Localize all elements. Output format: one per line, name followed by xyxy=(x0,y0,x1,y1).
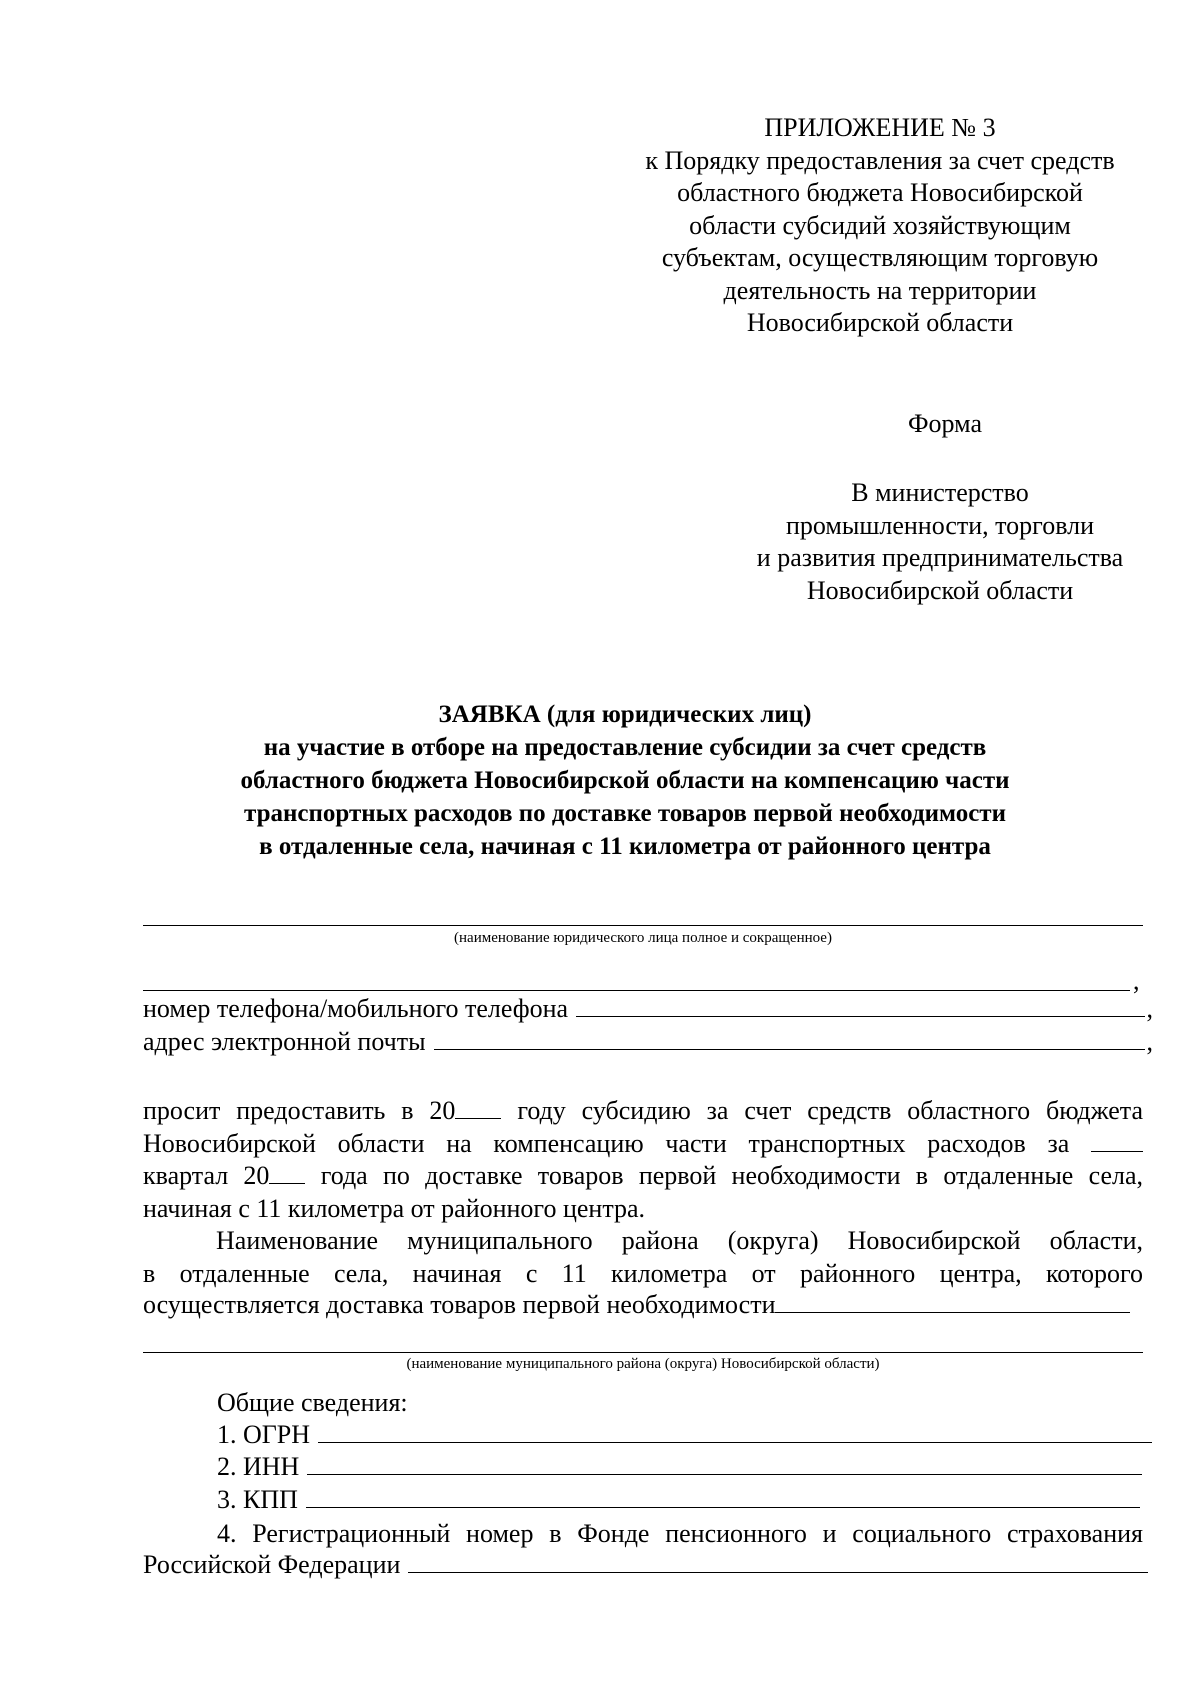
request-line-3 xyxy=(143,1160,1143,1193)
quarter-year-field[interactable] xyxy=(269,1163,305,1184)
municipality-row xyxy=(143,1290,1130,1320)
request-text: году субсидию за счет средств областного бюджета xyxy=(517,1096,1143,1125)
request-text: просит предоставить в 20 xyxy=(143,1096,456,1125)
email-row xyxy=(143,1027,1153,1057)
appendix-line: области субсидий хозяйствующим xyxy=(689,210,1071,240)
ogrn-label: 1. ОГРН xyxy=(217,1420,311,1449)
title-line: на участие в отборе на предоставление субсидии за счет средств xyxy=(263,734,987,761)
registration-paragraph xyxy=(143,1518,1143,1551)
request-line-4: начиная с 11 километра от районного центра. xyxy=(143,1193,646,1223)
registration-field[interactable] xyxy=(408,1550,1148,1573)
general-heading: Общие сведения: xyxy=(217,1388,408,1417)
comma: , xyxy=(1133,966,1140,995)
quarter-field[interactable] xyxy=(1091,1131,1143,1152)
appendix-line: деятельность на территории xyxy=(723,275,1037,305)
appendix-line: субъектам, осуществляющим торговую xyxy=(661,243,1099,272)
title-line: ЗАЯВКА (для юридических лиц) xyxy=(438,701,812,728)
municipality-caption: (наименование муниципального района (округа) Новосибирской области) xyxy=(406,1356,880,1372)
municipality-field-2[interactable] xyxy=(143,1352,1143,1353)
municipality-label: осуществляется доставка товаров первой необходимости xyxy=(143,1290,776,1319)
appendix-line: к Порядку предоставления за счет средств xyxy=(645,145,1115,175)
appendix-line: областного бюджета Новосибирской xyxy=(677,178,1083,207)
registration-line-1: 4. Регистрационный номер в Фонде пенсионного и социального страхования xyxy=(217,1519,1143,1548)
applicant-name-field[interactable] xyxy=(143,925,1143,926)
registration-label: Российской Федерации xyxy=(143,1550,401,1579)
year-field[interactable] xyxy=(455,1098,501,1119)
request-text: года по доставке товаров первой необходимости в отдаленные села, xyxy=(320,1161,1143,1190)
appendix-block xyxy=(600,112,1160,340)
ogrn-field[interactable] xyxy=(318,1420,1152,1443)
title-line: областного бюджета Новосибирской области на компенсацию части xyxy=(240,767,1010,794)
comma: , xyxy=(1146,994,1153,1023)
municipality-line-1: Наименование муниципального района (округа) Новосибирской области, xyxy=(216,1226,1143,1255)
municipality-field[interactable] xyxy=(775,1290,1130,1313)
phone-field[interactable] xyxy=(576,994,1144,1017)
document-title xyxy=(150,698,1100,863)
request-line-1 xyxy=(143,1095,1143,1128)
kpp-label: 3. КПП xyxy=(217,1485,298,1514)
title-line: в отдаленные села, начиная с 11 километра от районного центра xyxy=(259,833,991,860)
kpp-field[interactable] xyxy=(306,1485,1140,1508)
applicant-name-field-2[interactable] xyxy=(143,990,1130,991)
registration-row xyxy=(143,1550,1148,1580)
addressee-line: В министерство xyxy=(851,478,1029,507)
appendix-line: Новосибирской области xyxy=(746,308,1014,337)
comma: , xyxy=(1146,1027,1153,1056)
inn-row xyxy=(217,1452,1142,1482)
ogrn-row xyxy=(217,1420,1152,1450)
inn-field[interactable] xyxy=(307,1452,1142,1475)
request-text: квартал 20 xyxy=(143,1161,270,1190)
inn-label: 2. ИНН xyxy=(217,1452,300,1481)
request-text: Новосибирской области на компенсацию части транспортных расходов за xyxy=(143,1128,1070,1158)
form-label: Форма xyxy=(908,409,982,438)
appendix-heading: ПРИЛОЖЕНИЕ № 3 xyxy=(764,113,996,142)
addressee-line: промышленности, торговли xyxy=(785,510,1095,540)
email-field[interactable] xyxy=(434,1027,1145,1050)
phone-row xyxy=(143,994,1153,1024)
municipality-line-2: в отдаленные села, начиная с 11 километра от районного центра, которого xyxy=(143,1258,1143,1288)
request-paragraph xyxy=(143,1095,1143,1225)
applicant-name-caption: (наименование юридического лица полное и сокращенное) xyxy=(454,930,832,946)
kpp-row xyxy=(217,1485,1140,1515)
addressee-block xyxy=(700,477,1180,607)
request-line-2 xyxy=(143,1128,1143,1161)
addressee-line: Новосибирской области xyxy=(806,575,1074,605)
addressee-line: и развития предпринимательства xyxy=(756,543,1124,572)
email-label: адрес электронной почты xyxy=(143,1027,426,1056)
title-line: транспортных расходов по доставке товаров первой необходимости xyxy=(244,800,1006,827)
municipality-paragraph xyxy=(143,1225,1143,1290)
phone-label: номер телефона/мобильного телефона xyxy=(143,994,569,1023)
